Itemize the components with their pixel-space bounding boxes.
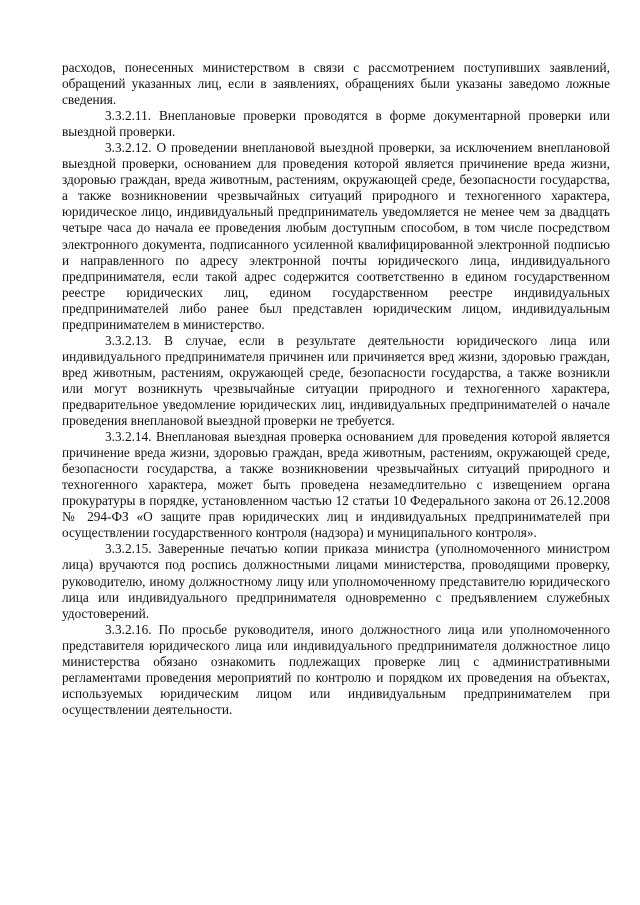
paragraph-3-3-2-11: 3.3.2.11. Внеплановые проверки проводятся в форме документарной проверки или выездной проверки. [62,108,610,140]
paragraph-3-3-2-15: 3.3.2.15. Заверенные печатью копии приказа министра (уполномоченного министром лица) вручаются под роспись должностными лицами министерства, проводящими проверку, руководителю, иному должностному лицу или уполномоченному представителю юридического лица или индивидуального предпринимателя одновременно с предъявлением служебных удостоверений. [62,541,610,621]
paragraph-3-3-2-16: 3.3.2.16. По просьбе руководителя, иного должностного лица или уполномоченного представителя юридического лица или индивидуального предпринимателя должностное лицо министерства обязано ознакомить подлежащих проверке лиц с административными регламентами проведения мероприятий по контролю и порядком их проведения на объектах, используемых юридическим лицом или индивидуальным предпринимателем при осуществлении деятельности. [62,621,610,717]
paragraph-continuation: расходов, понесенных министерством в связи с рассмотрением поступивших заявлений, обращений указанных лиц, если в заявлениях, обращениях были указаны заведомо ложные сведения. [62,60,610,108]
document-page [62,60,610,718]
paragraph-3-3-2-13: 3.3.2.13. В случае, если в результате деятельности юридического лица или индивидуального предпринимателя причинен или причиняется вред жизни, здоровью граждан, вред животным, растениям, окружающей среде, безопасности государства, а также возникли или могут возникнуть чрезвычайные ситуации природного и техногенного характера, предварительное уведомление юридических лиц, индивидуальных предпринимателей о начале проведения внеплановой выездной проверки не требуется. [62,332,610,429]
paragraph-3-3-2-14: 3.3.2.14. Внеплановая выездная проверка основанием для проведения которой является причинение вреда жизни, здоровью граждан, вреда животным, растениям, окружающей среде, безопасности государства, а также возникновении чрезвычайных ситуаций природного и техногенного характера, может быть проведена незамедлительно с извещением органа прокуратуры в порядке, установленном частью 12 статьи 10 Федерального закона от 26.12.2008 № 294-ФЗ «О защите прав юридических лиц и индивидуальных предпринимателей при осуществлении государственного контроля (надзора) и муниципального контроля». [62,429,610,541]
paragraph-3-3-2-12: 3.3.2.12. О проведении внеплановой выездной проверки, за исключением внеплановой выездной проверки, основанием для проведения которой является причинение вреда жизни, здоровью граждан, вреда животным, растениям, окружающей среде, безопасности государства, а также возникновении чрезвычайных ситуаций природного и техногенного характера, юридическое лицо, индивидуальный предприниматель уведомляется не менее чем за двадцать четыре часа до начала ее проведения любым доступным способом, в том числе посредством электронного документа, подписанного усиленной квалифицированной электронной подписью и направленного по адресу электронной почты юридического лица, индивидуального предпринимателя, если такой адрес содержится соответственно в едином государственном реестре юридических лиц, едином государственном реестре индивидуальных предпринимателей либо ранее был представлен юридическим лицом, индивидуальным предпринимателем в министерство. [62,140,610,332]
